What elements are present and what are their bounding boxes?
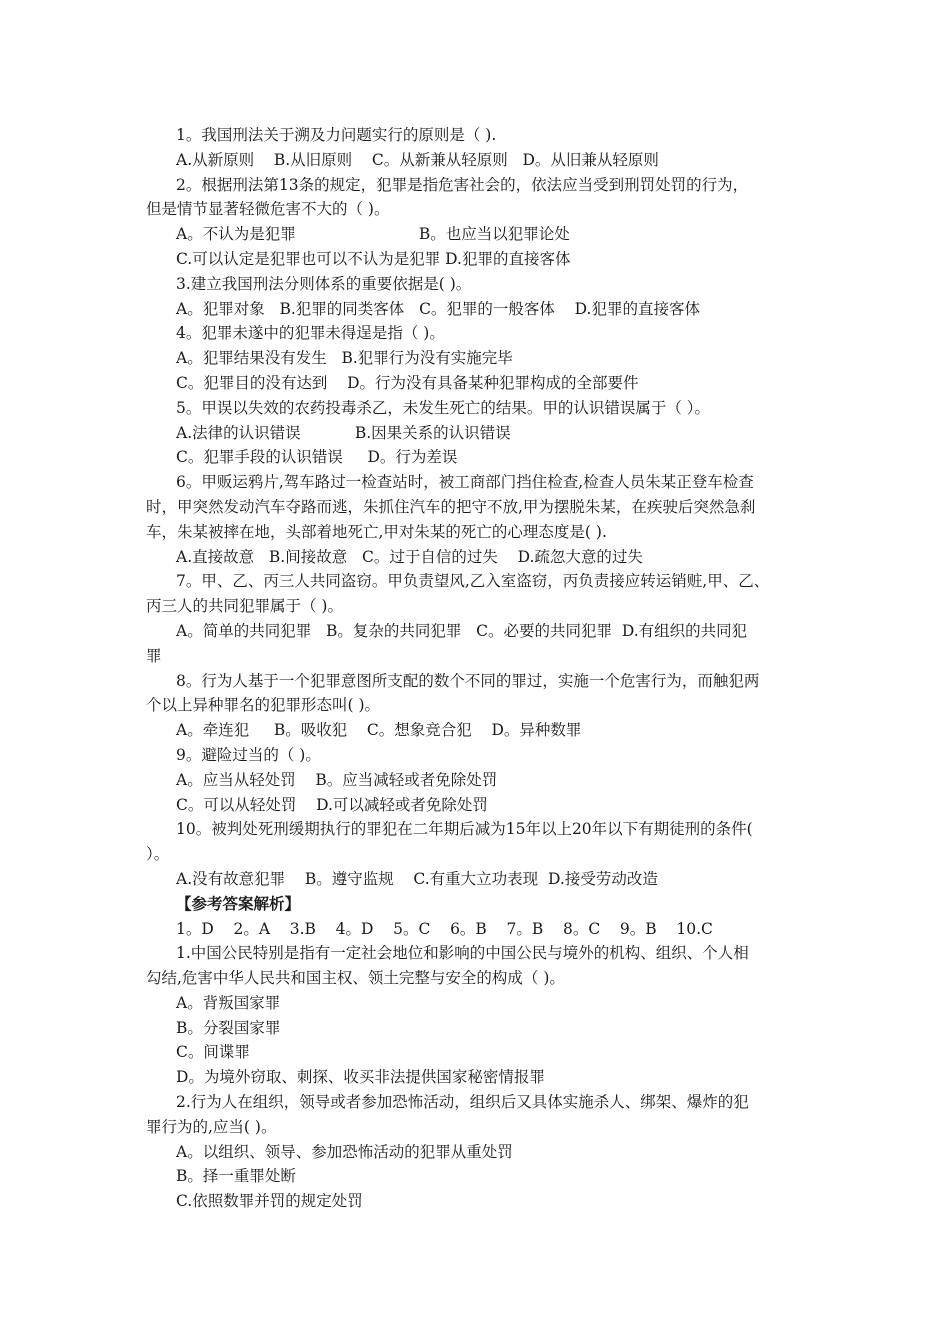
text-line: A.没有故意犯罪 B。遵守监规 C.有重大立功表现 D.接受劳动改造	[176, 869, 658, 888]
text-line: 1.中国公民特别是指有一定社会地位和影响的中国公民与境外的机构、组织、个人相	[176, 944, 749, 963]
text-line: C.依照数罪并罚的规定处罚	[176, 1192, 363, 1211]
text-line: A。不认为是犯罪 B。也应当以犯罪论处	[176, 225, 570, 244]
text-line: A.法律的认识错误 B.因果关系的认识错误	[176, 423, 511, 442]
text-line: 勾结,危害中华人民共和国主权、领土完整与安全的构成（ )。	[146, 969, 565, 988]
text-line: A。牵连犯 B。吸收犯 C。想象竞合犯 D。异种数罪	[176, 721, 582, 740]
text-line: 罪行为的,应当( )。	[146, 1117, 277, 1136]
text-line: A.从新原则 B.从旧原则 C。从新兼从轻原则 D。从旧兼从轻原则	[176, 150, 659, 169]
text-line: 9。避险过当的（ )。	[176, 745, 321, 764]
text-line: 但是情节显著轻微危害不大的（ )。	[146, 200, 390, 219]
text-line: A。犯罪结果没有发生 B.犯罪行为没有实施完毕	[176, 349, 513, 368]
text-line: 3.建立我国刑法分则体系的重要依据是( )。	[176, 274, 472, 293]
text-line: C。可以从轻处罚 D.可以减轻或者免除处罚	[176, 795, 488, 814]
text-line: 罪	[146, 646, 162, 665]
text-line: B。择一重罪处断	[176, 1167, 296, 1186]
text-line: A。犯罪对象 B.犯罪的同类客体 C。犯罪的一般客体 D.犯罪的直接客体	[176, 299, 700, 318]
text-line: C。犯罪手段的认识错误 D。行为差误	[176, 448, 458, 467]
text-line: 时，甲突然发动汽车夺路而逃，朱抓住汽车的把守不放,甲为摆脱朱某，在疾驶后突然急刹	[146, 497, 756, 516]
text-line: 车，朱某被摔在地，头部着地死亡,甲对朱某的死亡的心理态度是( ).	[146, 522, 607, 541]
text-line: D。为境外窃取、刺探、收买非法提供国家秘密情报罪	[176, 1068, 545, 1087]
text-line: 丙三人的共同犯罪属于（ )。	[146, 597, 343, 616]
text-line: 5。甲误以失效的农药投毒杀乙，未发生死亡的结果。甲的认识错误属于（ ）。	[176, 398, 711, 417]
text-line: 4。犯罪未遂中的犯罪未得逞是指（ )。	[176, 324, 445, 343]
text-line: A。简单的共同犯罪 B。复杂的共同犯罪 C。必要的共同犯罪 D.有组织的共同犯	[176, 621, 748, 640]
text-line: 个以上异种罪名的犯罪形态叫( )。	[146, 696, 381, 715]
section-heading: 【参考答案解析】	[176, 893, 301, 913]
text-line: A。以组织、领导、参加恐怖活动的犯罪从重处罚	[176, 1142, 513, 1161]
text-line: B。分裂国家罪	[176, 1018, 281, 1037]
document-body	[146, 123, 814, 1214]
text-line: 8。行为人基于一个犯罪意图所支配的数个不同的罪过，实施一个危害行为，而触犯两	[176, 671, 760, 690]
text-line: ）。	[146, 845, 170, 864]
text-line: 1。D 2。A 3.B 4。D 5。C 6。B 7。B 8。C 9。B 10.C	[176, 919, 713, 938]
text-line: 7。甲、乙、丙三人共同盗窃。甲负责望风,乙入室盗窃，丙负责接应转运销赃,甲、乙、	[176, 572, 770, 591]
text-line: C.可以认定是犯罪也可以不认为是犯罪 D.犯罪的直接客体	[176, 249, 571, 268]
text-line: 2.行为人在组织，领导或者参加恐怖活动，组织后又具体实施杀人、绑架、爆炸的犯	[176, 1093, 749, 1112]
text-line: A.直接故意 B.间接故意 C。过于自信的过失 D.疏忽大意的过失	[176, 547, 643, 566]
text-line: 10。被判处死刑缓期执行的罪犯在二年期后减为15年以上20年以下有期徒刑的条件(	[176, 820, 753, 839]
text-line: 1。我国刑法关于溯及力问题实行的原则是（ ).	[176, 126, 497, 144]
text-line: 6。甲贩运鸦片,驾车路过一检查站时，被工商部门挡住检查,检查人员朱某正登车检查	[176, 473, 754, 492]
text-line: A。应当从轻处罚 B。应当减轻或者免除处罚	[176, 770, 498, 789]
text-line: 2。根据刑法第13条的规定，犯罪是指危害社会的，依法应当受到刑罚处罚的行为，	[176, 175, 749, 194]
text-line: C。间谍罪	[176, 1043, 250, 1062]
text-line: C。犯罪目的没有达到 D。行为没有具备某种犯罪构成的全部要件	[176, 373, 639, 392]
text-line: A。背叛国家罪	[176, 993, 281, 1012]
